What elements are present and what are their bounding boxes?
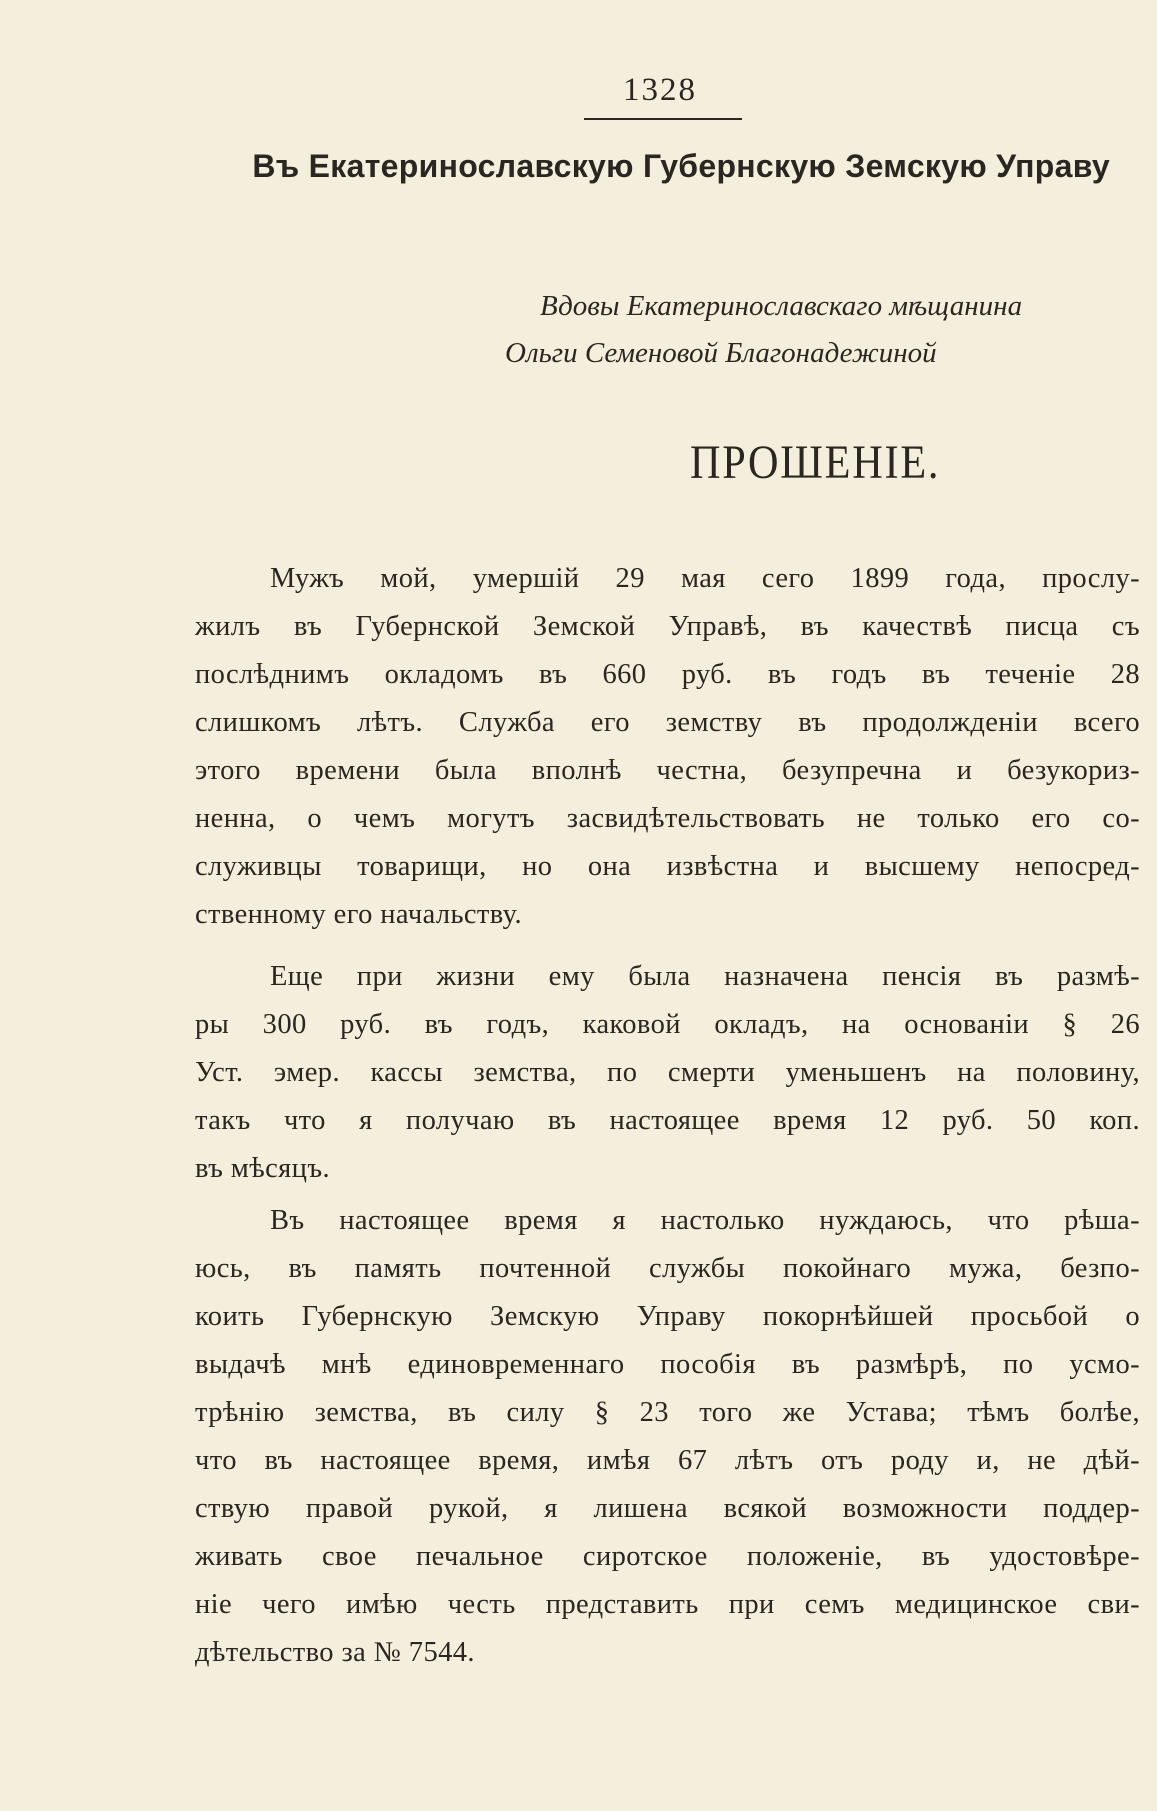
paragraph-line: Уст. эмер. кассы земства, по смерти уменьшенъ на половину, [195, 1057, 1140, 1088]
paragraph-1 [195, 555, 1140, 939]
page-number-rule [584, 118, 742, 120]
paragraph-line: юсь, въ память почтенной службы покойнаго мужа, безпо- [195, 1253, 1140, 1284]
paragraph-line: что въ настоящее время, имѣя 67 лѣтъ отъ роду и, не дѣй- [195, 1445, 1140, 1476]
paragraph-line: выдачѣ мнѣ единовременнаго пособія въ размѣрѣ, по усмо- [195, 1349, 1140, 1380]
paragraph-line: Мужъ мой, умершій 29 мая сего 1899 года, прослу- [270, 563, 1140, 594]
page-number: 1328 [623, 72, 697, 108]
paragraph-line: такъ что я получаю въ настоящее время 12 руб. 50 коп. [195, 1105, 1140, 1136]
paragraph-line: ственному его начальству. [195, 899, 522, 930]
paragraph-line: въ мѣсяцъ. [195, 1153, 330, 1184]
paragraph-line: жилъ въ Губернской Земской Управѣ, въ качествѣ писца съ [195, 611, 1140, 642]
paragraph-line: ненна, о чемъ могутъ засвидѣтельствовать не только его со- [195, 803, 1140, 834]
paragraph-line: живать свое печальное сиротское положеніе, въ удостовѣре- [195, 1541, 1140, 1572]
paragraph-line: Въ настоящее время я настолько нуждаюсь, что рѣша- [270, 1205, 1140, 1236]
paragraph-line: слишкомъ лѣтъ. Служба его земству въ продолжденіи всего [195, 707, 1140, 738]
paragraph-line: ніе чего имѣю честь представить при семъ медицинское сви- [195, 1589, 1140, 1620]
paragraph-line: этого времени была вполнѣ честна, безупречна и безукориз- [195, 755, 1140, 786]
addressee-line: Въ Екатеринославскую Губернскую Земскую Управу [252, 148, 1110, 184]
paragraph-line: коить Губернскую Земскую Управу покорнѣйшей просьбой о [195, 1301, 1140, 1332]
paragraph-line: ры 300 руб. въ годъ, каковой окладъ, на основаніи § 26 [195, 1009, 1140, 1040]
paragraph-2 [195, 953, 1140, 1193]
sender-line-1: Вдовы Екатеринославскаго мѣщанина [540, 290, 1023, 322]
paragraph-3 [195, 1197, 1140, 1677]
paragraph-line: трѣнію земства, въ силу § 23 того же Устава; тѣмъ болѣе, [195, 1397, 1140, 1428]
paragraph-line: дѣтельство за № 7544. [195, 1637, 475, 1668]
paragraph-line: служивцы товарищи, но она извѣстна и высшему непосред- [195, 851, 1140, 882]
paragraph-line: Еще при жизни ему была назначена пенсія въ размѣ- [270, 961, 1140, 992]
document-heading: ПРОШЕНІЕ. [690, 436, 941, 489]
paragraph-line: ствую правой рукой, я лишена всякой возможности поддер- [195, 1493, 1140, 1524]
paragraph-line: послѣднимъ окладомъ въ 660 руб. въ годъ въ теченіе 28 [195, 659, 1140, 690]
sender-line-2: Ольги Семеновой Благонадежиной [505, 337, 937, 369]
